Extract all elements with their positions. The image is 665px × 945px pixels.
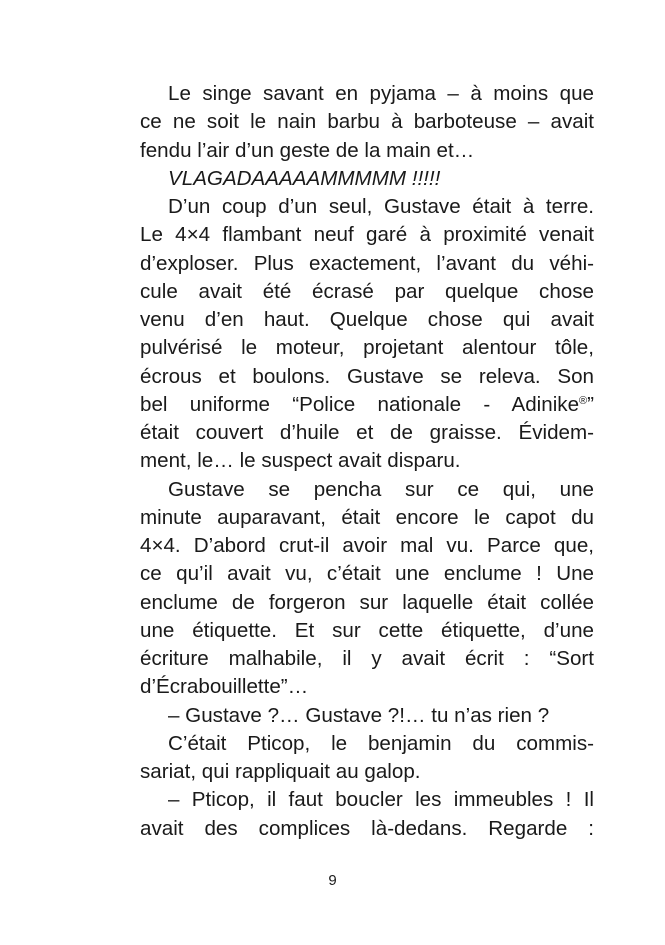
closing-quote: ” (587, 392, 594, 416)
text-line: – Gustave ?… Gustave ?!… tu n’as rien ? (168, 703, 550, 727)
text-line: Gustave se pencha sur ce qui, une (168, 477, 594, 501)
text-line: 4×4. D’abord crut-il avoir mal vu. Parce que, (140, 534, 594, 557)
text-line: d’Écrabouillette”… (140, 675, 309, 699)
text-line: VLAGADAAAAAMMMMM !!!!! (168, 166, 441, 190)
registered-mark: ® (579, 394, 588, 407)
text-line: Le 4×4 flambant neuf garé à proximité venait (140, 223, 594, 247)
text-line: une étiquette. Et sur cette étiquette, d’une (140, 618, 594, 642)
text-line: écriture malhabile, il y avait écrit : “Sort (140, 647, 594, 670)
text-line: minute auparavant, était encore le capot du (140, 505, 594, 529)
text-line-with-mark (140, 391, 594, 419)
text-line: enclume de forgeron sur laquelle était collée (140, 590, 594, 614)
text-line: ment, le… le suspect avait disparu. (140, 449, 461, 473)
text-line: cule avait été écrasé par quelque chose (140, 279, 594, 303)
text-line-part: bel uniforme “Police nationale - Adinike (140, 392, 580, 416)
text-line: d’exploser. Plus exactement, l’avant du véhi- (140, 251, 594, 275)
text-line: ce qu’il avait vu, c’était une enclume ! Une (140, 562, 594, 586)
text-line: C’était Pticop, le benjamin du commis- (168, 731, 594, 755)
text-line: était couvert d’huile et de graisse. Évidem- (140, 421, 594, 444)
text-line: sariat, qui rappliquait au galop. (140, 760, 421, 783)
text-line: Le singe savant en pyjama – à moins que (168, 82, 594, 105)
text-line: écrous et boulons. Gustave se releva. Son (140, 364, 594, 388)
text-line: – Pticop, il faut boucler les immeubles ! Il (168, 788, 594, 812)
text-line: avait des complices là-dedans. Regarde : (140, 816, 594, 840)
text-line: pulvérisé le moteur, projetant alentour tôle, (140, 336, 594, 360)
body-text (140, 80, 594, 843)
page-number: 9 (328, 872, 337, 889)
text-line: D’un coup d’un seul, Gustave était à terre. (168, 195, 594, 218)
text-line: fendu l’air d’un geste de la main et… (140, 138, 475, 162)
text-line: venu d’en haut. Quelque chose qui avait (140, 308, 594, 331)
text-line: ce ne soit le nain barbu à barboteuse – avait (140, 110, 594, 134)
